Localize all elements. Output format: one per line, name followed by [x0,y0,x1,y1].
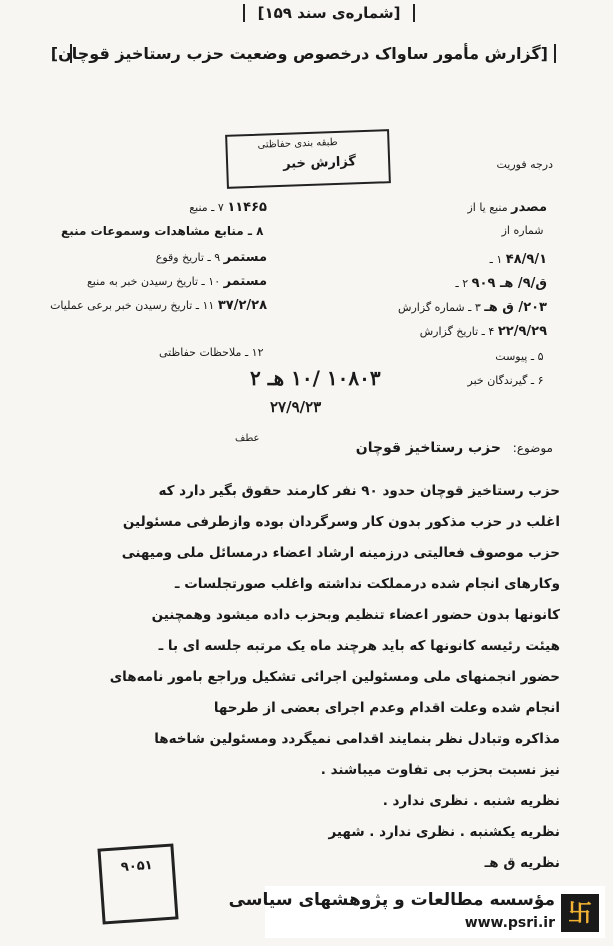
document-number: [شماره‌ی سند ۱۵۹] [243,4,415,22]
form-value: ۳۷/۲/۲۸ [217,298,267,313]
publisher-logo-icon: 卐 [561,894,599,932]
publisher-name: مؤسسه مطالعات و پژوهشهای سیاسی [228,890,555,910]
form-value: مستمر [223,274,267,289]
form-row-source [467,200,553,215]
form-row-12 [159,346,273,359]
classification-label: طبقه بندی حفاظتی [257,136,338,151]
form-value: ۲۰۳/ ق هـ [484,300,547,315]
archive-stamp [97,843,178,924]
form-row-8 [61,224,273,238]
form-label: شماره از [501,224,544,237]
form-value: ۱۱۴۶۵ [227,200,267,215]
form-label: ۵ ـ پیوست [495,350,544,363]
form-value: ۲۲/۹/۲۹ [497,324,547,339]
form-label: ۱۱ ـ تاریخ رسیدن خبر برعی عملیات [50,299,215,312]
urgency-label: درجه فوریت [496,158,553,171]
classification-stamp [225,129,391,189]
handwritten-date: ۲۷/۹/۲۳ [270,398,322,416]
form-value: ۴۸/۹/۱ [505,252,547,267]
form-label: منبع یا از [467,201,508,214]
form-row-2 [455,276,553,291]
form-row-number [502,224,553,237]
form-value: ق/۹/ هـ ۹۰۹ [471,276,547,291]
form-row-1 [490,252,553,267]
form-row-11 [50,298,273,313]
form-label: ۲ ـ [455,277,469,290]
form-row-report-date [420,324,553,339]
body-line: حزب موصوف فعالیتی درزمینه ارشاد اعضاء درمسائل ملی ومیهنی [121,545,560,561]
form-value: مستمر [223,250,267,265]
report-title: [گزارش مأمور ساواک درخصوص وضعیت حزب رستاخیز قوچان] [70,44,556,63]
handwritten-reference: ۱۰۸۰۳ /۱۰ هـ ۲ [250,366,381,390]
form-label: ۱ ـ [489,253,503,266]
body-line: نظریه یکشنبه . نظری ندارد . شهیر [328,824,560,840]
form-row-report-number [398,300,553,315]
form-label: ۶ ـ گیرندگان خبر [467,374,544,387]
form-value: مصدر [511,200,547,215]
form-row-7 [189,200,273,215]
body-line: وکارهای انجام شده درمملکت نداشته واغلب صورتجلسات ـ [174,576,560,592]
form-label: ۱۰ ـ تاریخ رسیدن خبر به منبع [86,275,221,288]
reference-note: عطف [235,433,260,444]
subject-line: موضوع: حزب رستاخیز قوچان [355,440,553,456]
body-line: هیئت رئیسه کانونها که باید هرچند ماه یک مرتبه جلسه ای با ـ [158,638,560,654]
body-line: حزب رستاخیز قوچان حدود ۹۰ نفر کارمند حقوق بگیر دارد که [158,483,560,499]
form-label: ۴ ـ تاریخ گزارش [419,325,495,338]
form-row-10 [87,274,273,289]
body-line: کانونها بدون حضور اعضاء تنظیم وبحزب داده میشود وهمچنین [151,607,560,623]
form-label: ۱۲ ـ ملاحظات حفاظتی [159,346,264,359]
form-row-9 [156,250,273,265]
subject-value: حزب رستاخیز قوچان [355,440,501,456]
archive-stamp-number: ۹۰۵۱ [120,857,154,876]
report-body [80,476,560,879]
body-line: حضور انجمنهای ملی ومسئولین اجرائی تشکیل وراجع بامور نامه‌های [109,669,560,685]
body-line: انجام شده وعلت اقدام وعدم اجرای بعضی از طرحها [213,700,560,716]
form-label: ۳ ـ شماره گزارش [398,301,481,314]
body-line: نظریه ق هـ [484,855,560,871]
subject-label: موضوع [516,441,553,455]
publisher-url[interactable]: www.psri.ir [464,915,555,931]
publisher-watermark [228,886,605,938]
body-line: نیز نسبت بحزب بی تفاوت میباشند . [320,762,560,778]
form-label: ۷ ـ منبع [189,201,224,214]
form-row-recipients [468,374,553,387]
form-row-attachment [495,350,553,363]
body-line: اغلب در حزب مذکور بدون کار وسرگردان بوده وازطرفی مسئولین [122,514,560,530]
body-line: نظریه شنبه . نظری ندارد . [382,793,560,809]
form-label: ۹ ـ تاریخ وقوع [155,251,221,264]
body-line: مذاکره وتبادل نظر بنمایند اقدامی نمیگردد ومسئولین شاخه‌ها [154,731,560,747]
form-label: ۸ ـ منابع مشاهدات وسموعات منبع [61,224,264,238]
report-type-label: گزارش خبر [282,154,357,172]
